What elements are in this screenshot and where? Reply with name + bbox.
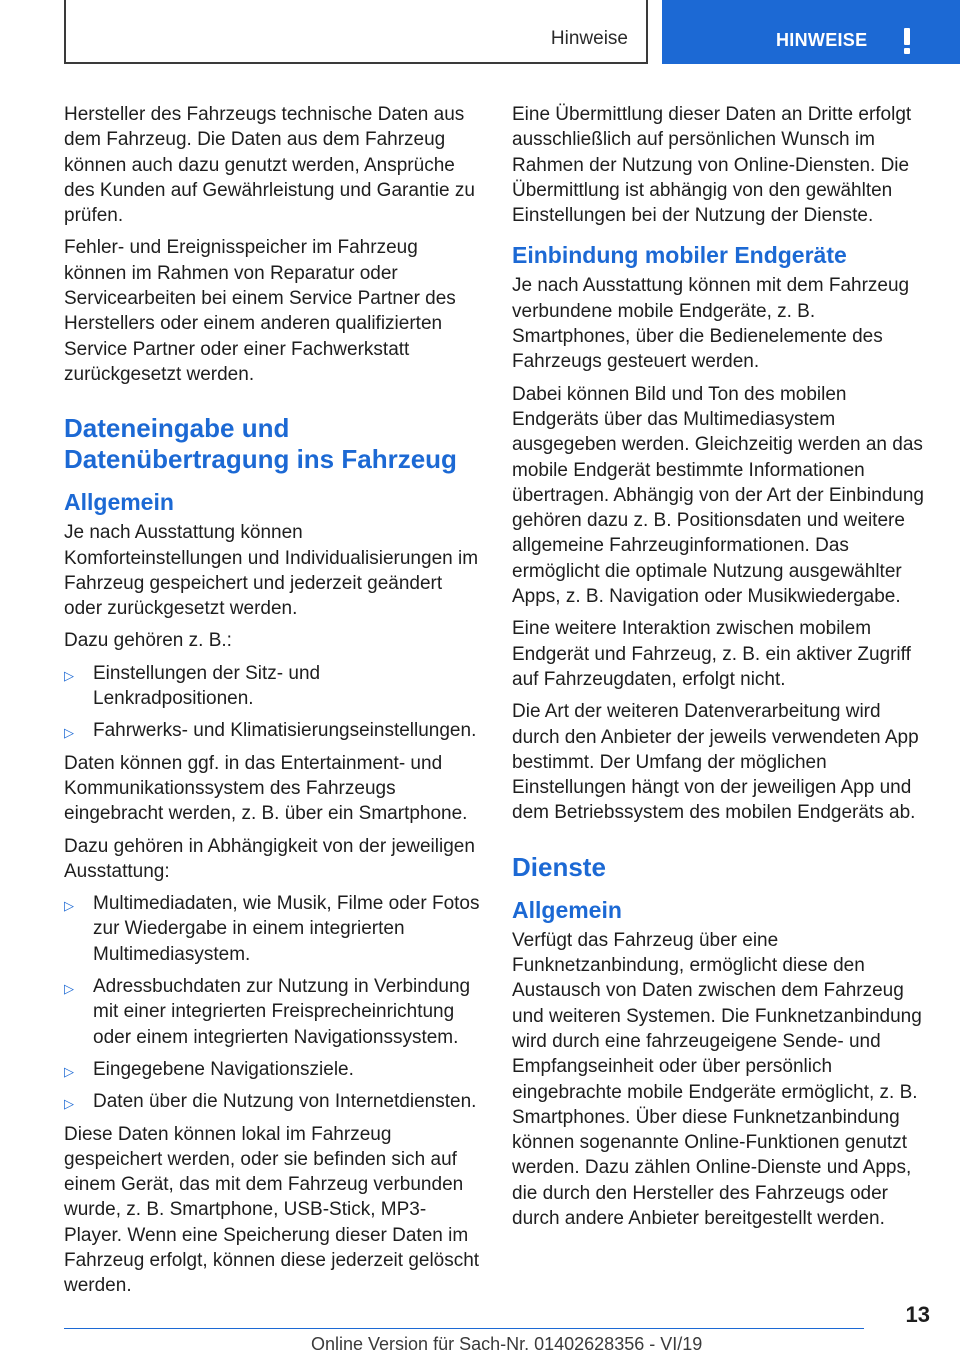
paragraph: Dabei können Bild und Ton des mobilen Endgeräts über das Multimediasystem ausgegeben werden. Gleichzeitig werden an das mobile Endgerät bestimmte Informationen übertragen. Abhängig von der Art der Einbindung gehören dazu z. B. Positionsdaten und weitere allgemeine Fahrzeuginformationen. Das ermöglicht die optimale Nutzung ausgewählter Apps, z. B. Navigation oder Musikwiedergabe. — [512, 383, 924, 608]
bullet-list — [64, 661, 484, 744]
header-tab-label: HINWEISE — [776, 30, 868, 50]
triangle-bullet-icon: ▷ — [64, 1096, 74, 1112]
paragraph: Je nach Ausstattung können mit dem Fahrzeug verbundene mobile Endgeräte, z. B. Smartphones, über die Bedienelemente des Fahrzeugs gesteuert werden. — [512, 275, 910, 373]
left-column — [64, 102, 484, 1306]
paragraph: Eine weitere Interaktion zwischen mobilem Endgerät und Fahrzeug, z. B. ein aktiver Zugriff auf Fahrzeugdaten, erfolgt nicht. — [512, 618, 911, 690]
list-item: ▷ Eingegebene Navigationsziele. — [64, 1057, 484, 1082]
footer-version-text: Online Version für Sach-Nr. 01402628356 - VI/19 — [311, 1334, 703, 1354]
section-heading: Dienste — [512, 851, 606, 882]
paragraph: Fehler- und Ereignisspeicher im Fahrzeug können im Rahmen von Reparatur oder Servicearbeiten bei einem Service Partner des Herstellers oder einem anderen qualifizierten Service Partner oder einer Fachwerkstatt zurückgesetzt werden. — [64, 237, 456, 385]
list-item: ▷ Einstellungen der Sitz- und Lenkradpositionen. — [64, 662, 321, 710]
triangle-bullet-icon: ▷ — [64, 725, 74, 741]
footer-rule — [64, 1328, 864, 1329]
subsection-heading: Allgemein — [512, 896, 622, 923]
paragraph: Je nach Ausstattung können Komforteinstellungen und Individualisierungen im Fahrzeug gespeichert und jederzeit geändert oder zurückgesetzt werden. — [64, 522, 479, 620]
right-column — [512, 102, 930, 1238]
triangle-bullet-icon: ▷ — [64, 1063, 74, 1079]
paragraph: Die Art der weiteren Datenverarbeitung wird durch den Anbieter der jeweils verwendeten App bestimmt. Der Umfang der möglichen Einstellungen hängt von der jeweiligen App und dem Betriebssystem des mobilen Endgeräts ab. — [512, 701, 919, 824]
triangle-bullet-icon: ▷ — [64, 898, 74, 914]
header-section-title: Hinweise — [550, 28, 628, 49]
list-item: ▷ Fahrwerks- und Klimatisierungseinstellungen. — [64, 718, 484, 743]
triangle-bullet-icon: ▷ — [64, 667, 74, 683]
paragraph: Diese Daten können lokal im Fahrzeug gespeichert werden, oder sie befinden sich auf einem Gerät, das mit dem Fahrzeug verbunden wurde, z. B. Smartphone, USB-Stick, MP3-Player. Wenn eine Speicherung dieser Daten im Fahrzeug erfolgt, können diese jederzeit gelöscht werden. — [64, 1123, 480, 1297]
list-item: ▷ Multimediadaten, wie Musik, Filme oder Fotos zur Wiedergabe in einem integrierten Multimediasystem. — [64, 893, 480, 965]
subsection-heading: Allgemein — [64, 489, 174, 516]
exclamation-icon — [902, 28, 912, 54]
bullet-list — [64, 891, 484, 1114]
header-section-box — [64, 0, 648, 64]
paragraph: Dazu gehören in Abhängigkeit von der jeweiligen Ausstattung: — [64, 835, 475, 882]
list-item: ▷ Daten über die Nutzung von Internetdiensten. — [64, 1089, 484, 1114]
subsection-heading: Einbindung mobiler Endgeräte — [512, 242, 847, 269]
paragraph: Verfügt das Fahrzeug über eine Funknetzanbindung, ermöglicht diese den Austausch von Daten zwischen dem Fahrzeug und weiteren Systemen. Die Funknetzanbindung wird durch eine fahrzeugeigene Sende- und Empfangseinheit oder über persönlich eingebrachte mobile Endgeräte ermöglicht, z. B. Smartphones. Über diese Funknetzanbindung können sogenannte Online-Funktionen genutzt werden. Dazu zählen Online-Dienste und Apps, die durch den Hersteller des Fahrzeugs oder durch andere Anbieter bereitgestellt werden. — [512, 929, 922, 1229]
paragraph: Dazu gehören z. B.: — [64, 630, 232, 652]
paragraph: Eine Übermittlung dieser Daten an Dritte erfolgt ausschließlich auf persönlichen Wunsch im Rahmen der Nutzung von Online-Diensten. Die Übermittlung ist abhängig von den gewählten Einstellungen bei der Nutzung der Dienste. — [512, 104, 912, 227]
section-heading: Dateneingabe und Datenübertragung ins Fahrzeug — [64, 413, 457, 475]
page-number: 13 — [905, 1302, 930, 1327]
paragraph: Hersteller des Fahrzeugs technische Daten aus dem Fahrzeug. Die Daten aus dem Fahrzeug können auch dazu genutzt werden, Ansprüche des Kunden auf Gewährleistung und Garantie zu prüfen. — [64, 104, 475, 227]
list-item: ▷ Adressbuchdaten zur Nutzung in Verbindung mit einer integrierten Freisprecheinrichtung oder einem integrierten Navigationssystem. — [64, 976, 471, 1048]
triangle-bullet-icon: ▷ — [64, 981, 74, 997]
header-chapter-tab[interactable] — [662, 0, 960, 64]
paragraph: Daten können ggf. in das Entertainment- und Kommunikationssystem des Fahrzeugs eingebracht werden, z. B. über ein Smartphone. — [64, 752, 468, 825]
